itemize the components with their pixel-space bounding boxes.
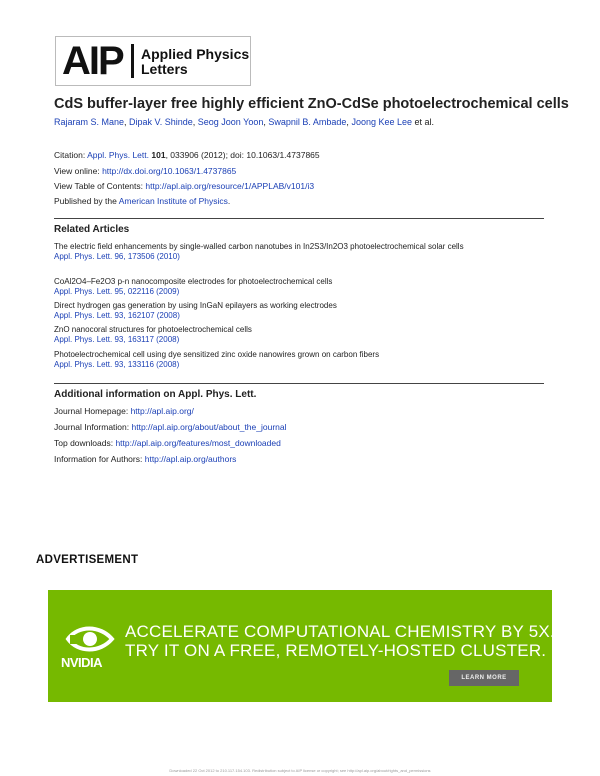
related-article-link[interactable]: Appl. Phys. Lett. 93, 133116 (2008)	[54, 360, 180, 369]
journal-name	[141, 47, 249, 77]
authors-info-link[interactable]: http://apl.aip.org/authors	[144, 454, 237, 464]
info-row: Top downloads: http://apl.aip.org/features/most_downloaded	[54, 438, 281, 448]
volume: 101	[151, 150, 166, 160]
related-article-link[interactable]: Appl. Phys. Lett. 93, 162107 (2008)	[54, 311, 180, 320]
info-row: Journal Information: http://apl.aip.org/about/about_the_journal	[54, 422, 287, 432]
related-articles-heading: Related Articles	[54, 224, 130, 235]
additional-info-heading: Additional information on Appl. Phys. Lett.	[54, 389, 257, 400]
divider	[54, 218, 544, 219]
author-list: Rajaram S. Mane, Dipak V. Shinde, Seog Joon Yoon, Swapnil B. Ambade, Joong Kee Lee et al.	[54, 117, 435, 127]
nvidia-wordmark: NVIDIA	[61, 655, 103, 670]
ad-subheadline: TRY IT ON A FREE, REMOTELY-HOSTED CLUSTER.	[125, 641, 547, 660]
view-online-line: View online: http://dx.doi.org/10.1063/1.4737865	[54, 166, 237, 176]
publisher-link[interactable]: American Institute of Physics	[118, 196, 228, 206]
top-downloads-link[interactable]: http://apl.aip.org/features/most_downloaded	[115, 438, 281, 448]
doi-link[interactable]: http://dx.doi.org/10.1063/1.4737865	[102, 166, 237, 176]
author-link[interactable]: Rajaram S. Mane	[54, 117, 125, 127]
related-article: ZnO nanocoral structures for photoelectrochemical cells Appl. Phys. Lett. 93, 163117 (2008)	[54, 325, 544, 345]
article-title[interactable]: CdS buffer-layer free highly efficient ZnO-CdSe photoelectrochemical cells	[54, 96, 569, 112]
download-footer: Downloaded 22 Oct 2012 to 210.117.154.103. Redistribution subject to AIP license or copyright; see http://apl.aip.org/about/rights_and_permissions	[169, 768, 431, 773]
related-article-link[interactable]: Appl. Phys. Lett. 93, 163117 (2008)	[54, 335, 180, 344]
info-row: Information for Authors: http://apl.aip.org/authors	[54, 454, 237, 464]
advertisement-label: ADVERTISEMENT	[36, 554, 139, 566]
related-article: Direct hydrogen gas generation by using InGaN epilayers as working electrodes Appl. Phys. Lett. 93, 162107 (2008)	[54, 301, 544, 321]
learn-more-button[interactable]: LEARN MORE	[449, 670, 519, 686]
published-line: Published by the American Institute of Physics.	[54, 196, 231, 206]
journal-link[interactable]: Appl. Phys. Lett.	[87, 150, 149, 160]
info-row: Journal Homepage: http://apl.aip.org/	[54, 406, 194, 416]
author-link[interactable]: Swapnil B. Ambade	[268, 117, 347, 127]
ad-headline: ACCELERATE COMPUTATIONAL CHEMISTRY BY 5X.	[125, 622, 555, 641]
journal-information-link[interactable]: http://apl.aip.org/about/about_the_journal	[131, 422, 287, 432]
citation-line: Citation: Appl. Phys. Lett. 101, 033906 (2012); doi: 10.1063/1.4737865	[54, 150, 320, 160]
author-link[interactable]: Joong Kee Lee	[351, 117, 412, 127]
et-al: et al.	[414, 117, 435, 127]
journal-homepage-link[interactable]: http://apl.aip.org/	[130, 406, 194, 416]
journal-name-line2: Letters	[141, 61, 188, 77]
toc-link[interactable]: http://apl.aip.org/resource/1/APPLAB/v101/i3	[145, 181, 315, 191]
related-article: CoAl2O4–Fe2O3 p-n nanocomposite electrodes for photoelectrochemical cells Appl. Phys. Lett. 95, 022116 (2009)	[54, 277, 544, 297]
toc-line: View Table of Contents: http://apl.aip.org/resource/1/APPLAB/v101/i3	[54, 181, 315, 191]
author-link[interactable]: Dipak V. Shinde	[129, 117, 193, 127]
logo-divider	[131, 44, 134, 78]
related-article-link[interactable]: Appl. Phys. Lett. 95, 022116 (2009)	[54, 287, 180, 296]
aip-logo-text: AIP	[62, 39, 123, 83]
related-article: Photoelectrochemical cell using dye sensitized zinc oxide nanowires grown on carbon fibers Appl. Phys. Lett. 93, 133116 (2008)	[54, 350, 544, 370]
related-article-link[interactable]: Appl. Phys. Lett. 96, 173506 (2010)	[54, 252, 180, 261]
author-link[interactable]: Seog Joon Yoon	[197, 117, 264, 127]
divider	[54, 383, 544, 384]
related-article: The electric field enhancements by single-walled carbon nanotubes in In2S3/In2O3 photoelectrochemical solar cells Appl. Phys. Lett. 96, 173506 (2010)	[54, 242, 544, 262]
journal-name-line1: Applied Physics	[141, 46, 250, 62]
